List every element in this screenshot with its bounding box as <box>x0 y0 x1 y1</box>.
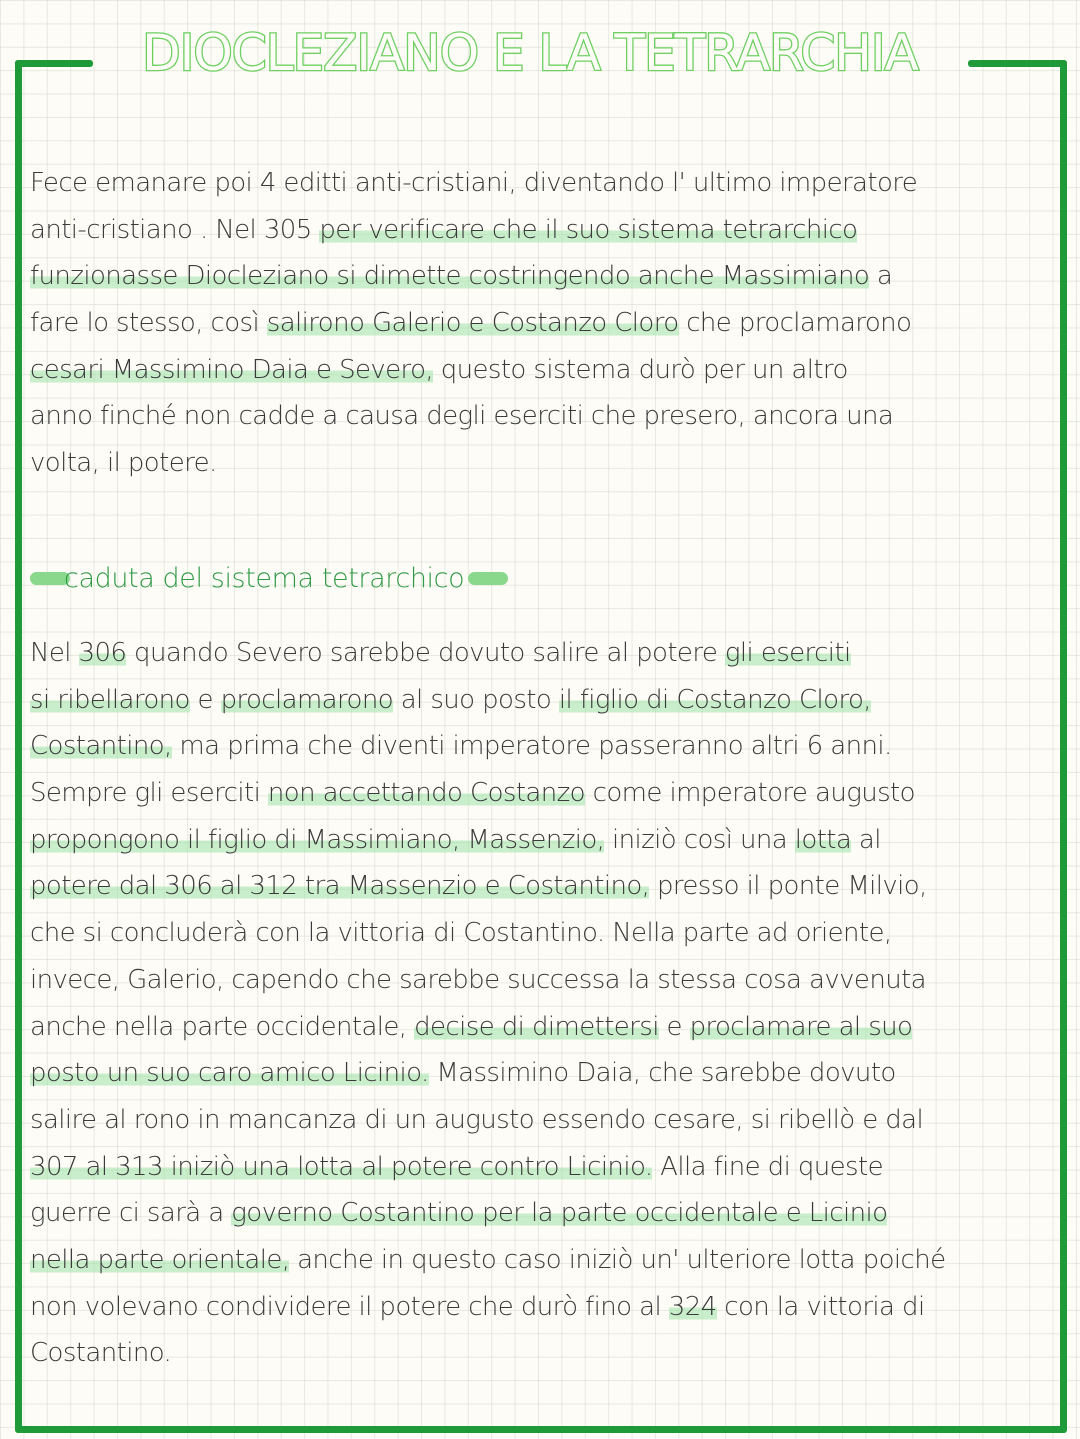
highlighted-text: si ribellarono <box>30 684 190 715</box>
highlighted-text: lotta <box>794 824 852 855</box>
text-line <box>30 817 1070 864</box>
highlighted-text: 306 <box>78 638 127 668</box>
highlighted-text: il figlio di Costanzo Cloro, <box>558 684 871 715</box>
highlighted-text: governo Costantino per la parte occidentale e Licinio <box>231 1198 888 1229</box>
text-line <box>30 630 1070 677</box>
text-line <box>30 1237 1070 1284</box>
section-heading-text: caduta del sistema tetrarchico <box>64 562 465 594</box>
text-segment: Nel <box>30 638 79 668</box>
highlighted-text: proclamarono <box>220 684 394 715</box>
text-line <box>30 1284 1070 1331</box>
text-line <box>30 957 1070 1004</box>
text-line <box>30 770 1070 817</box>
text-segment: anche nella parte occidentale, <box>30 1011 415 1042</box>
highlighted-text: salirono Galerio e Costanzo Cloro <box>266 308 679 339</box>
highlighted-text: cesari Massimino Daia e Severo, <box>30 354 434 385</box>
highlighted-text: 324 <box>668 1291 717 1322</box>
highlighted-text: per verificare che il suo sistema tetrarchico <box>319 214 858 245</box>
text-segment: come imperatore augusto <box>584 778 915 809</box>
text-line <box>30 160 1070 207</box>
text-segment: volta, il potere. <box>30 448 217 479</box>
highlighted-text: gli eserciti <box>724 638 851 668</box>
text-segment: ma prima che diventi imperatore passeranno altri 6 anni. <box>171 731 892 762</box>
text-line <box>30 863 1070 910</box>
frame-bottom-border <box>15 1426 1067 1433</box>
highlighted-text: potere dal 306 al 312 tra Massenzio e Costantino, <box>30 871 650 902</box>
text-segment: che si concluderà con la vittoria di Costantino. Nella parte ad oriente, <box>30 918 892 949</box>
text-segment: salire al rono in mancanza di un augusto essendo cesare, si ribellò e dal <box>30 1104 924 1135</box>
text-line <box>30 723 1070 770</box>
text-segment: a <box>869 261 893 292</box>
highlighted-text: funzionasse Diocleziano si dimette costringendo anche Massimiano <box>30 261 870 292</box>
highlighted-text: nella parte orientale, <box>30 1244 290 1275</box>
text-line <box>30 677 1070 724</box>
highlighted-text: non accettando Costanzo <box>267 778 585 809</box>
frame-top-right-border <box>968 60 1067 67</box>
section-heading <box>30 556 590 600</box>
frame-left-border <box>15 60 22 1432</box>
text-segment: e <box>658 1011 690 1042</box>
text-line <box>30 910 1070 957</box>
text-segment: con la vittoria di <box>716 1291 925 1322</box>
text-segment: e <box>189 684 221 715</box>
text-segment: Alla fine di queste <box>652 1151 883 1182</box>
highlighted-text: propongono il figlio di Massimiano, Massenzio, <box>30 824 605 855</box>
text-line <box>30 1097 1070 1144</box>
highlighted-text: decise di dimettersi <box>414 1011 659 1042</box>
text-line <box>30 1330 1070 1377</box>
text-segment: anti-cristiano . Nel 305 <box>30 214 320 245</box>
text-segment: non volevano condividere il potere che durò fino al <box>30 1291 669 1322</box>
text-segment: questo sistema durò per un altro <box>433 354 848 385</box>
text-segment: Sempre gli eserciti <box>30 778 268 809</box>
text-segment: al <box>851 824 881 855</box>
text-segment: anche in questo caso iniziò un' ulteriore lotta poiché <box>289 1244 946 1275</box>
text-segment: Fece emanare poi 4 editti anti-cristiani, diventando l' ultimo imperatore <box>30 168 918 198</box>
text-line <box>30 1004 1070 1051</box>
page-title: DIOCLEZIANO E LA TETRARCHIA <box>142 24 918 82</box>
text-segment: quando Severo sarebbe dovuto salire al potere <box>126 638 725 668</box>
highlighted-text: proclamare al suo <box>689 1011 913 1042</box>
fall-paragraph <box>30 630 1070 1377</box>
text-line <box>30 1144 1070 1191</box>
text-line <box>30 300 1070 347</box>
text-line <box>30 1190 1070 1237</box>
text-line <box>30 1050 1070 1097</box>
highlighted-text: posto un suo caro amico Licinio. <box>30 1058 429 1089</box>
text-segment: al suo posto <box>393 684 559 715</box>
highlighted-text: Costantino, <box>30 731 172 762</box>
text-line <box>30 207 1070 254</box>
text-segment: anno finché non cadde a causa degli eserciti che presero, ancora una <box>30 401 894 432</box>
text-segment: presso il ponte Milvio, <box>649 871 927 902</box>
text-segment: iniziò così una <box>604 824 795 855</box>
text-segment: che proclamarono <box>678 308 912 339</box>
intro-paragraph <box>30 160 1070 487</box>
text-segment: fare lo stesso, così <box>30 308 267 339</box>
text-segment: Costantino. <box>30 1338 172 1369</box>
text-line <box>30 347 1070 394</box>
text-line <box>30 440 1070 487</box>
text-line <box>30 253 1070 300</box>
text-segment: Massimino Daia, che sarebbe dovuto <box>428 1058 896 1089</box>
text-line <box>30 393 1070 440</box>
heading-marker-right <box>468 572 508 585</box>
frame-top-left-border <box>15 60 93 67</box>
text-segment: invece, Galerio, capendo che sarebbe successa la stessa cosa avvenuta <box>30 964 927 995</box>
text-segment: guerre ci sarà a <box>30 1198 232 1229</box>
highlighted-text: 307 al 313 iniziò una lotta al potere contro Licinio. <box>30 1151 653 1182</box>
